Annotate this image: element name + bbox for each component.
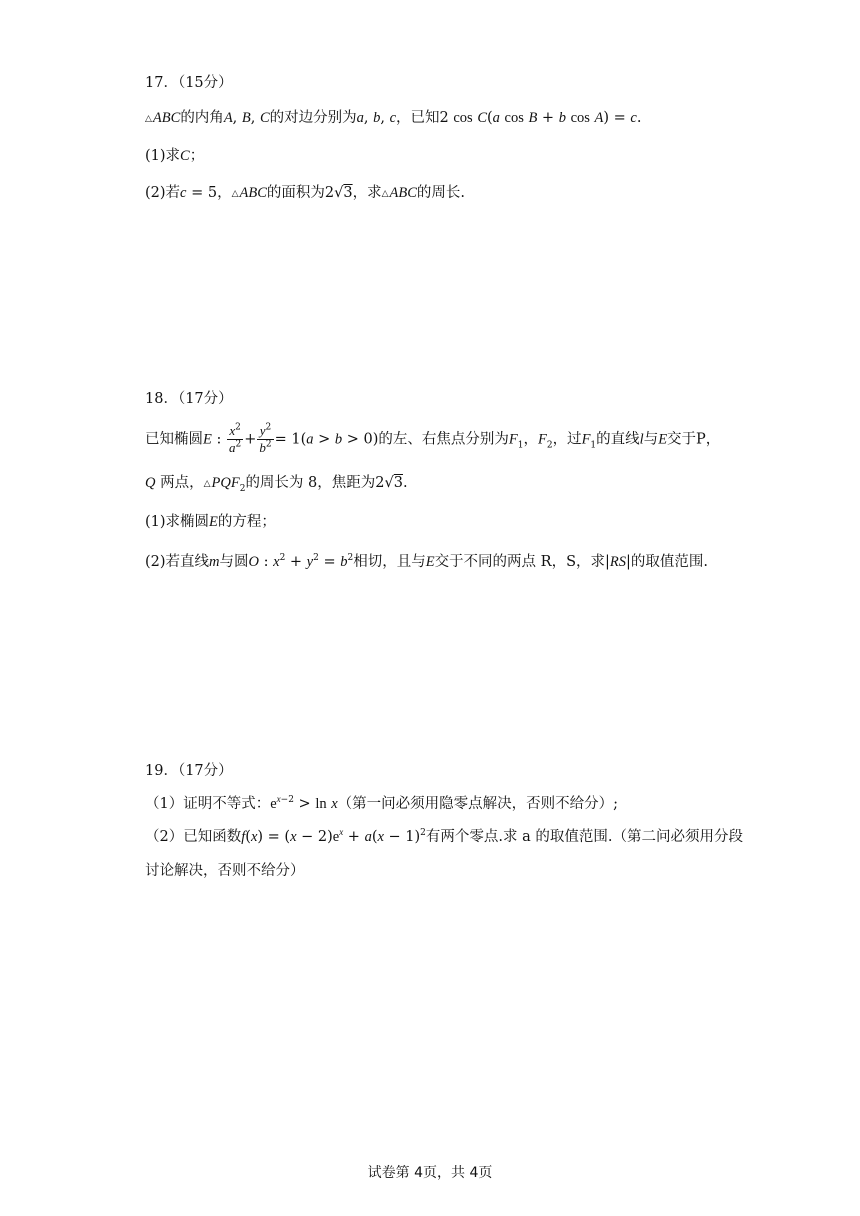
q18-part1: (1)求椭圆E的方程； [145,514,276,530]
q19-part2: （2）已知函数$f(x) = (x - 2)e^x + a(x - 1)^2$有两个零点.求 a 的取值范围.（第二问必须用分段 [145,827,743,845]
q17-stem: △ABC的内角A, B, C的对边分别为a, b, c，已知2 cos C(a cos B + b cos A) = c. [145,110,642,126]
q18-line2: Q 两点，$\triangle PQF_2$的周长为 8，焦距为2√3. [145,475,408,494]
q19-header: 19．（17分） [145,763,233,779]
q19-part2-cont: 讨论解决，否则不给分） [145,863,305,879]
page-footer: 试卷第 4页，共 4页 [367,1165,493,1181]
q18-header: 18．（17分） [145,391,233,407]
q18-line1: 已知椭圆E : $\frac{x^2}{a^2}$ + $\frac{y^2}{b^2}$ = 1(a > b > 0)的左、右焦点分别为$F_1$，$F_2$，过$F_1$的直线l与E交于P， [145,422,721,455]
q18-part2: (2)若直线m与圆O : $x^2 + y^2 = b^2$相切，且与E交于不同的两点 R，S，求|RS|的取值范围. [145,553,709,570]
q17-header: 17．（15分） [145,75,233,91]
q17-part2: (2)若c = 5，△ABC的面积为2√3，求△ABC的周长. [145,185,466,201]
q19-part1: （1）证明不等式：$e^{x-2} > \ln x$（第一问必须用隐零点解决，否则不给分）; [145,794,619,812]
q17-part1: (1)求C； [145,148,205,164]
